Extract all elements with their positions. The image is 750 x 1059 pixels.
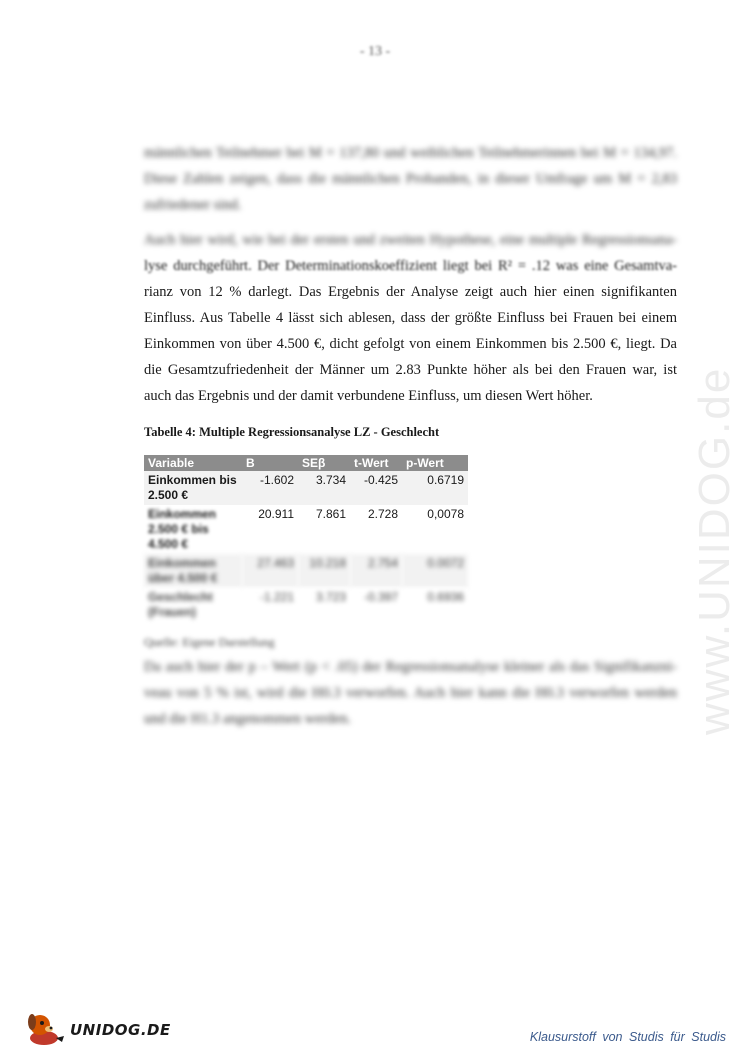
cell-b: -1.602 (242, 471, 298, 505)
cell-b: 27.463 (242, 554, 298, 588)
text-line: männlichen Teilnehmer bei M = 137,80 und weiblichen Teilnehmerinnen bei M = 134,97. (144, 145, 677, 161)
header-b: B (242, 455, 298, 471)
unidog-logo[interactable] (20, 1008, 170, 1048)
text-line: zufriedener sind. (144, 197, 242, 213)
page-number: - 13 - (359, 44, 391, 59)
table-source-note: Quelle: Eigene Darstellung (144, 635, 275, 649)
cell-variable: Einkommen bis 2.500 € (144, 471, 242, 505)
cell-p: 0.6936 (402, 588, 468, 622)
cell-t: -0.425 (350, 471, 402, 505)
paragraph-2 (144, 227, 677, 409)
text-line: rianz von 12 % darlegt. Das Ergebnis der Analyse zeigt auch hier einen signifikanten (144, 284, 677, 300)
watermark: www.UNIDOG.de (690, 366, 739, 735)
cell-p: 0,0078 (402, 505, 468, 554)
footer-tagline: Klausurstoff von Studis für Studis (529, 1030, 726, 1044)
cell-variable (144, 505, 242, 554)
cell-variable: Einkommen über 4.500 € (144, 554, 242, 588)
text-line: und die H1.3 angenommen werden. (144, 711, 351, 727)
cell-variable: Geschlecht (Frauen) (144, 588, 242, 622)
text-line: lyse durchgeführt. Der Determinationskoeffizient liegt bei R² = .12 was eine Gesamtva- (144, 258, 677, 274)
cell-se: 7.861 (298, 505, 350, 554)
cell-se: 3.734 (298, 471, 350, 505)
cell-p: 0.0072 (402, 554, 468, 588)
table-title: Tabelle 4: Multiple Regressionsanalyse LZ - Geschlecht (144, 425, 440, 439)
cell-p: 0.6719 (402, 471, 468, 505)
header-variable: Variable (144, 455, 242, 471)
cell-b: 20.911 (242, 505, 298, 554)
cell-t: -0.397 (350, 588, 402, 622)
table-row (144, 588, 468, 622)
header-p: p-Wert (402, 455, 468, 471)
text-line: Diese Zahlen zeigen, dass die männlichen Probanden, in dieser Umfrage um M = 2,83 (144, 171, 677, 187)
cell-t: 2.754 (350, 554, 402, 588)
table-row (144, 554, 468, 588)
logo-text: UNIDOG.DE (70, 1021, 171, 1039)
header-t: t-Wert (350, 455, 402, 471)
table-row (144, 471, 468, 505)
text-line: die Gesamtzufriedenheit der Männer um 2.83 Punkte höher als bei den Frauen war, ist (144, 362, 677, 378)
text-line: Da auch hier der p – Wert (p < .05) der Regressionsanalyse kleiner als das Signifikanzni- (144, 659, 677, 675)
cell-variable-text: Einkommen 2.500 € bis 4.500 € (148, 507, 217, 551)
text-line: auch das Ergebnis und der damit verbundene Einfluss, um diesen Wert höher. (144, 388, 593, 404)
text-line: veau von 5 % ist, wird die H0.3 verworfen. Auch hier kann die H0.3 verworfen werden (144, 685, 677, 701)
regression-table (144, 455, 468, 622)
text-line: Einkommen von über 4.500 €, dicht gefolgt von einem Einkommen bis 2.500 €, liegt. Da (144, 336, 677, 352)
cell-se: 3.723 (298, 588, 350, 622)
text-line: Auch hier wird, wie bei der ersten und zweiten Hypothese, eine multiple Regressionsana- (144, 232, 677, 248)
table-row (144, 505, 468, 554)
paragraph-3 (144, 654, 677, 732)
paragraph-1 (144, 140, 677, 218)
cell-t: 2.728 (350, 505, 402, 554)
header-se: SEβ (298, 455, 350, 471)
dog-mascot-icon (20, 1008, 70, 1048)
cell-b: -1.221 (242, 588, 298, 622)
text-line: Einfluss. Aus Tabelle 4 lässt sich ablesen, dass der größte Einfluss bei Frauen bei einem (144, 310, 677, 326)
cell-se: 10.218 (298, 554, 350, 588)
table-header-row (144, 455, 468, 471)
